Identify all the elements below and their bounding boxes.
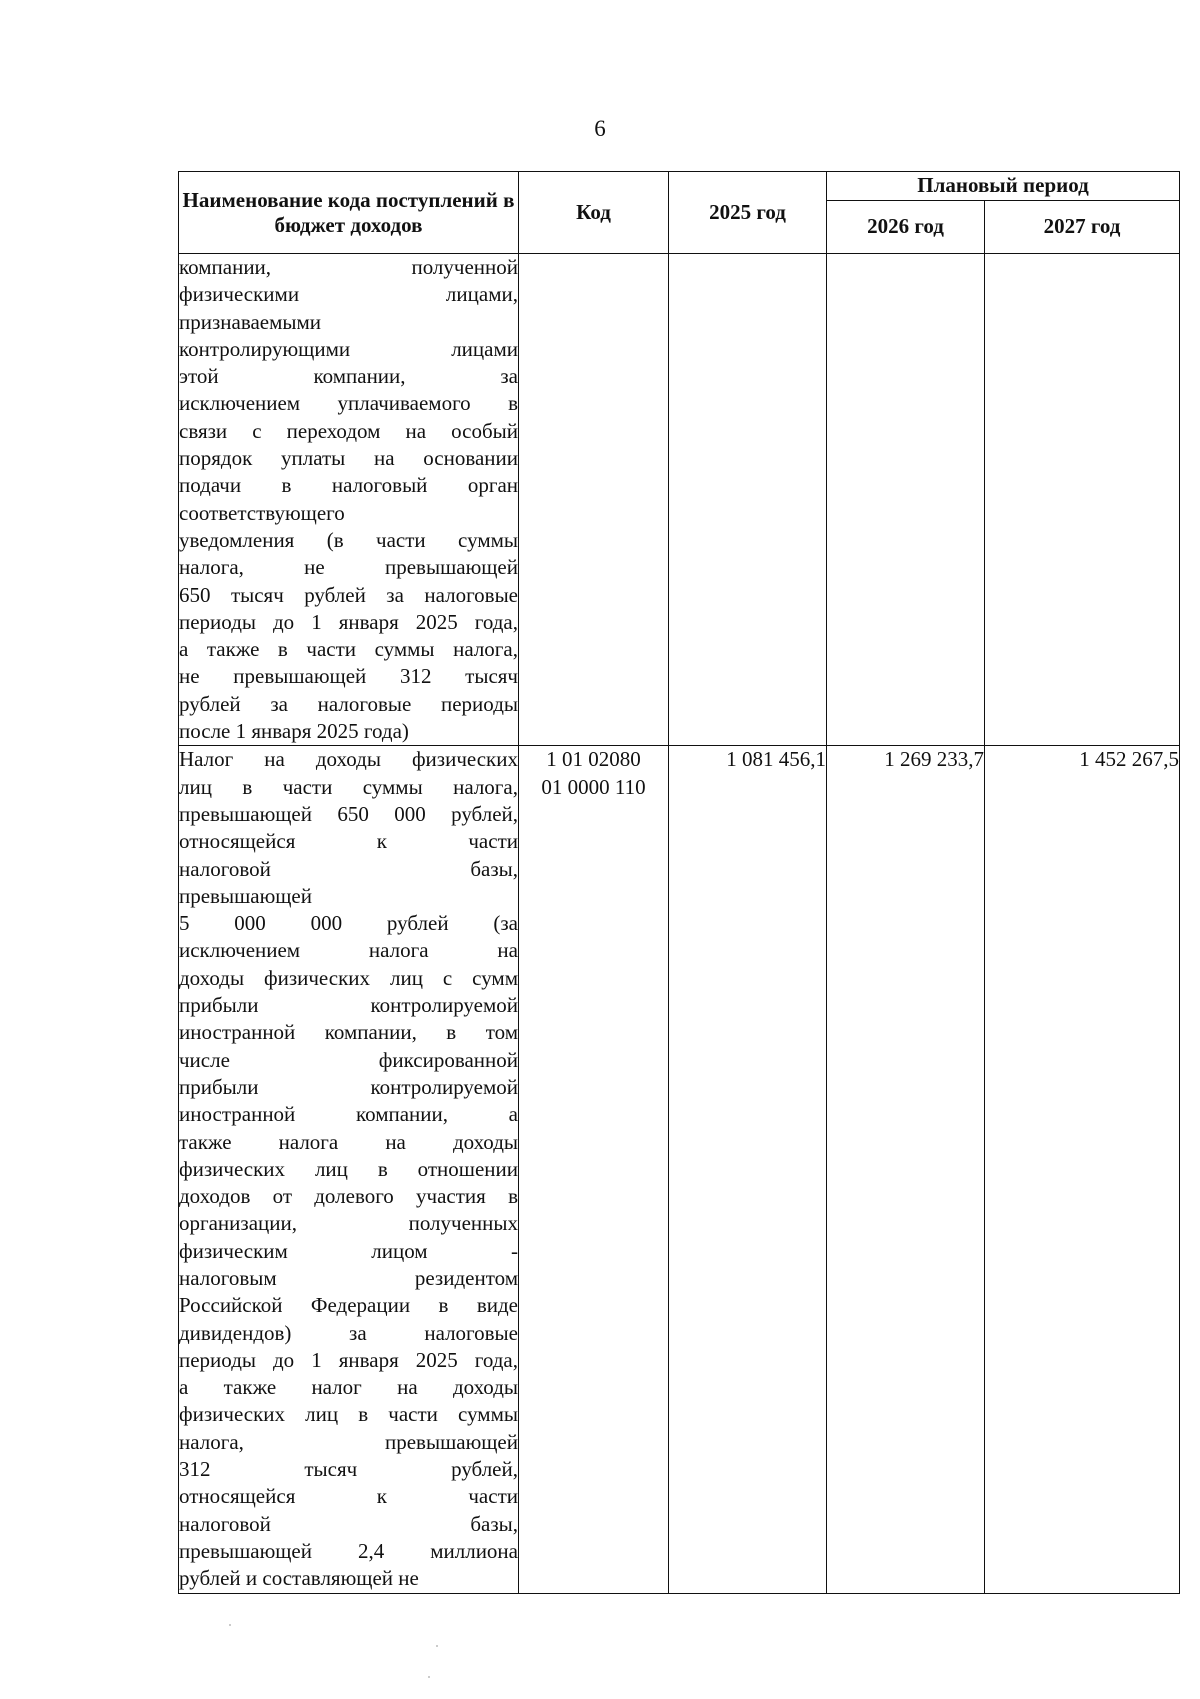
revenue-name-cell — [179, 254, 519, 746]
header-code: Код — [519, 172, 669, 254]
revenue-name-line: уведомления (в части суммы — [179, 527, 518, 552]
amount-2027-cell: 1 452 267,5 — [985, 746, 1180, 1593]
revenue-name-line: физических лиц в части суммы — [179, 1402, 518, 1427]
revenue-name-line: также налога на доходы — [179, 1129, 518, 1154]
revenue-name-line: связи с переходом на особый — [179, 418, 518, 443]
header-year-2025: 2025 год — [669, 172, 827, 254]
revenue-name-cell — [179, 746, 519, 1593]
revenue-name-line: налога, превышающей — [179, 1429, 518, 1454]
revenue-code-cell — [519, 254, 669, 746]
revenue-name-line: исключением уплачиваемого в — [179, 391, 518, 416]
amount-2025-cell: 1 081 456,1 — [669, 746, 827, 1593]
revenue-name-line: числе фиксированной — [179, 1047, 518, 1072]
revenue-name-line: порядок уплаты на основании — [179, 446, 518, 471]
revenue-name-line: иностранной компании, в том — [179, 1020, 518, 1045]
table-row — [179, 254, 1180, 746]
revenue-name-line: рублей за налоговые периоды — [179, 691, 518, 716]
revenue-name-line: рублей и составляющей не — [179, 1566, 419, 1591]
revenue-name-line: доходов от долевого участия в — [179, 1184, 518, 1209]
revenue-name-line: физических лиц в отношении — [179, 1156, 518, 1181]
header-year-2027: 2027 год — [985, 201, 1180, 254]
revenue-name-line: а также налог на доходы — [179, 1375, 518, 1400]
revenue-name-line: 650 тысяч рублей за налоговые — [179, 582, 518, 607]
revenue-name-line: этой компании, за — [179, 364, 518, 389]
revenue-name-line: не превышающей 312 тысяч — [179, 664, 518, 689]
revenue-name-line: организации, полученных — [179, 1211, 518, 1236]
revenue-name-line: лиц в части суммы налога, — [179, 774, 518, 799]
revenue-name-line: периоды до 1 января 2025 года, — [179, 1347, 518, 1372]
revenue-name-line: относящейся к части — [179, 829, 518, 854]
revenue-name-line: периоды до 1 января 2025 года, — [179, 609, 518, 634]
header-row-top — [179, 172, 1180, 201]
revenue-name-line: физическим лицом - — [179, 1238, 518, 1263]
amount-2025-cell — [669, 254, 827, 746]
revenue-name-line: исключением налога на — [179, 938, 518, 963]
revenue-name-line: относящейся к части — [179, 1484, 518, 1509]
revenue-name-line: налоговой базы, — [179, 1511, 518, 1536]
amount-2027-cell — [985, 254, 1180, 746]
revenue-code-cell — [519, 746, 669, 1593]
revenue-table — [178, 171, 1180, 1594]
revenue-name-line: признаваемыми — [179, 309, 322, 334]
revenue-name-line: налоговой базы, — [179, 856, 518, 881]
revenue-name-line: 5 000 000 рублей (за — [179, 911, 518, 936]
amount-2026-cell — [827, 254, 985, 746]
revenue-code-line: 1 01 02080 — [546, 747, 641, 772]
revenue-name-line: компании, полученной — [179, 255, 518, 279]
revenue-name-line: 312 тысяч рублей, — [179, 1457, 518, 1482]
revenue-name-line: соответствующего — [179, 500, 345, 525]
revenue-name-line: превышающей — [179, 883, 312, 908]
revenue-name-line: после 1 января 2025 года) — [179, 719, 409, 744]
revenue-name-line: налоговым резидентом — [179, 1265, 518, 1290]
revenue-name-line: а также в части суммы налога, — [179, 637, 518, 662]
header-name: Наименование кода поступлений в бюджет доходов — [179, 172, 519, 254]
revenue-name-line: прибыли контролируемой — [179, 993, 518, 1018]
revenue-name-line: прибыли контролируемой — [179, 1074, 518, 1099]
header-planned-period: Плановый период — [827, 172, 1180, 201]
scan-speck — [428, 1676, 430, 1678]
revenue-name-line: превышающей 650 000 рублей, — [179, 801, 518, 826]
revenue-name-line: дивидендов) за налоговые — [179, 1320, 518, 1345]
table-body — [179, 254, 1180, 1594]
revenue-name-line: Российской Федерации в виде — [179, 1293, 518, 1318]
revenue-name-line: физическими лицами, — [179, 282, 518, 307]
revenue-name-line: Налог на доходы физических — [179, 747, 518, 772]
revenue-name-line: подачи в налоговый орган — [179, 473, 518, 498]
revenue-name-line: превышающей 2,4 миллиона — [179, 1538, 518, 1563]
revenue-name-line: иностранной компании, а — [179, 1102, 518, 1127]
amount-2026-cell: 1 269 233,7 — [827, 746, 985, 1593]
revenue-code-line: 01 0000 110 — [541, 774, 646, 799]
scan-speck — [436, 1645, 438, 1647]
scan-speck — [229, 1624, 231, 1626]
revenue-name-line: налога, не превышающей — [179, 555, 518, 580]
header-year-2026: 2026 год — [827, 201, 985, 254]
revenue-name-line: доходы физических лиц с сумм — [179, 965, 518, 990]
table-row — [179, 746, 1180, 1593]
page-number: 6 — [594, 116, 606, 141]
revenue-name-line: контролирующими лицами — [179, 336, 518, 361]
